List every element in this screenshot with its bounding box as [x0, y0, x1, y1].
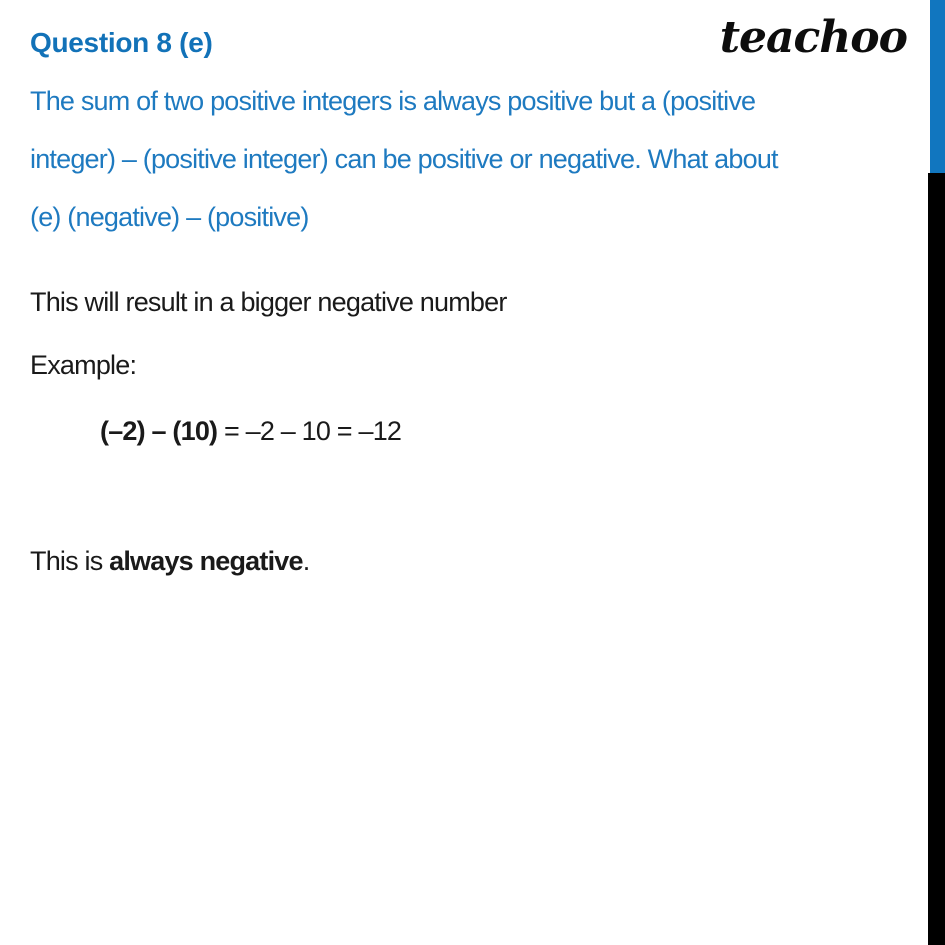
- right-edge-black-bar: [928, 173, 945, 945]
- equation-regular-part: = –2 – 10 = –12: [217, 416, 402, 446]
- answer-example-equation: [100, 415, 401, 447]
- answer-example-label: Example:: [30, 350, 137, 380]
- question-line-2: integer) – (positive integer) can be positive or negative. What about: [30, 144, 778, 174]
- conclusion-suffix: .: [302, 546, 310, 576]
- teachoo-logo: teachoo: [719, 12, 907, 63]
- question-line-1: The sum of two positive integers is always positive but a (positive: [30, 86, 756, 116]
- equation-bold-part: (–2) – (10): [100, 416, 218, 446]
- right-edge-blue-bar: [930, 0, 945, 173]
- conclusion-bold-part: always negative: [109, 546, 303, 576]
- question-text: [30, 72, 920, 246]
- question-heading: Question 8 (e): [30, 27, 213, 58]
- conclusion-prefix: This is: [30, 546, 110, 576]
- answer-conclusion-line: [30, 545, 309, 577]
- answer-result-line: This will result in a bigger negative number: [30, 287, 507, 317]
- question-line-3: (e) (negative) – (positive): [30, 202, 309, 232]
